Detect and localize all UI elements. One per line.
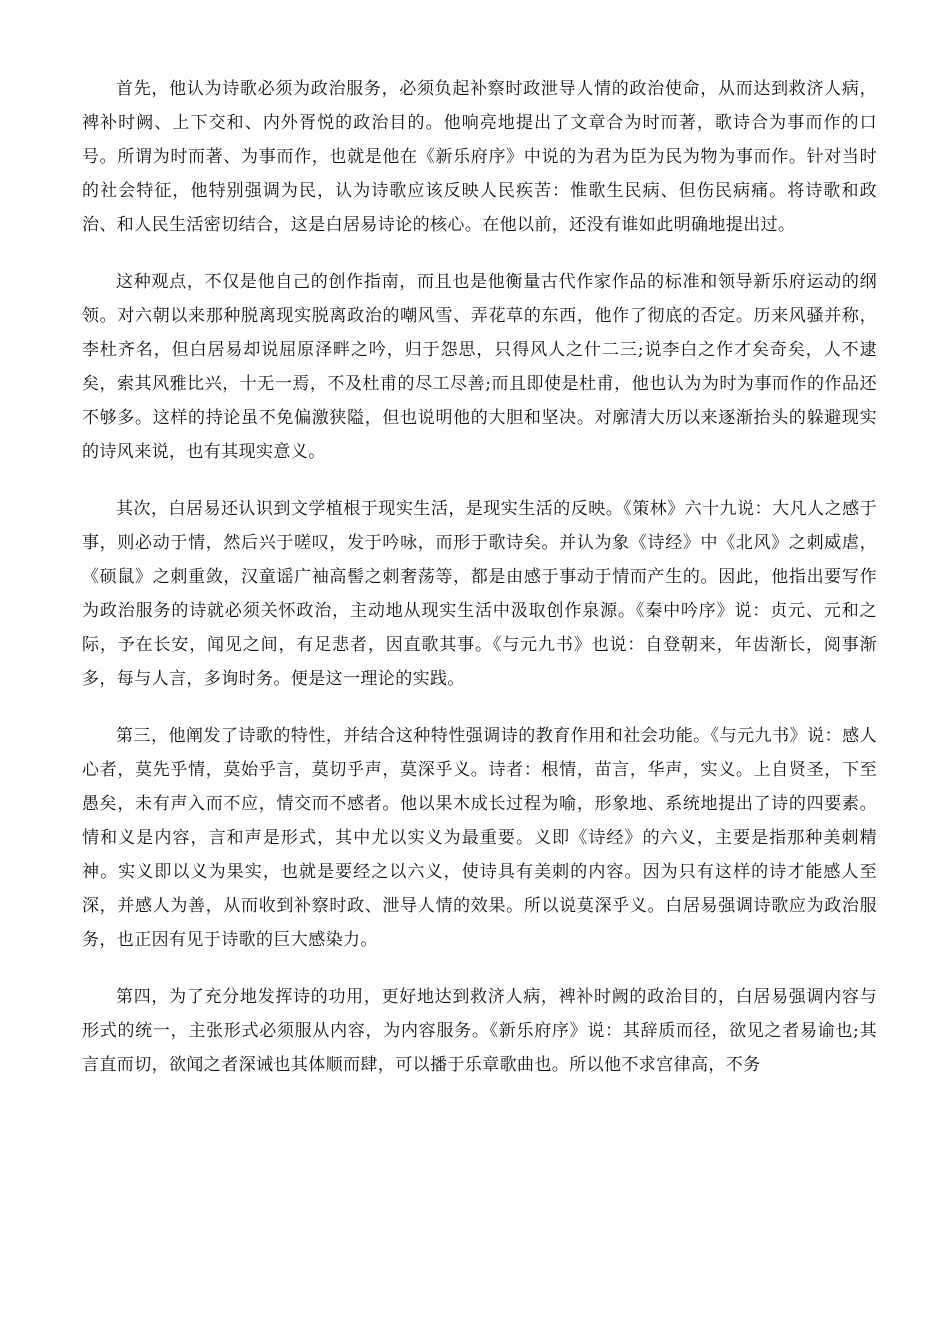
paragraph-reality: 其次，白居易还认识到文学植根于现实生活，是现实生活的反映。《策林》六十九说：大凡人之感于事，则必动于情，然后兴于嗟叹，发于吟咏，而形于歌诗矣。并认为象《诗经》中《北风》之刺威虐，《硕鼠》之刺重敛，汉童谣广袖高髻之刺奢荡等，都是由感于事动于情而产生的。因此，他指出要写作为政治服务的诗就必须关怀政治，主动地从现实生活中汲取创作泉源。《秦中吟序》说：贞元、元和之际，予在长安，闻见之间，有足悲者，因直歌其事。《与元九书》也说：自登朝来，年齿渐长，阅事渐多，每与人言，多询时务。便是这一理论的实践。 [82,499,877,689]
paragraph-criticism: 这种观点，不仅是他自己的创作指南，而且也是他衡量古代作家作品的标准和领导新乐府运动的纲领。对六朝以来那种脱离现实脱离政治的嘲风雪、弄花草的东西，他作了彻底的否定。历来风骚并称，李杜齐名，但白居易却说屈原泽畔之吟，归于怨思，只得风人之什二三;说李白之作才矣奇矣，人不逮矣，索其风雅比兴，十无一焉，不及杜甫的尽工尽善;而且即使是杜甫，他也认为为时为事而作的作品还不够多。这样的持论虽不免偏激狭隘，但也说明他的大胆和坚决。对廓清大历以来逐渐抬头的躲避现实的诗风来说，也有其现实意义。 [82,272,877,462]
paragraph-poetic-nature: 第三，他阐发了诗歌的特性，并结合这种特性强调诗的教育作用和社会功能。《与元九书》说：感人心者，莫先乎情，莫始乎言，莫切乎声，莫深乎义。诗者：根情，苗言，华声，实义。上自贤圣，下至愚矣，未有声入而不应，情交而不感者。他以果木成长过程为喻，形象地、系统地提出了诗的四要素。情和义是内容，言和声是形式，其中尤以实义为最重要。义即《诗经》的六义，主要是指那种美刺精神。实义即以义为果实，也就是要经之以六义，使诗具有美刺的内容。因为只有这样的诗才能感人至深，并感人为善，从而收到补察时政、泄导人情的效果。所以说莫深乎义。白居易强调诗歌应为政治服务，也正因有见于诗歌的巨大感染力。 [82,726,877,950]
paragraph-content-form: 第四，为了充分地发挥诗的功用，更好地达到救济人病，裨补时阙的政治目的，白居易强调内容与形式的统一，主张形式必须服从内容，为内容服务。《新乐府序》说：其辞质而径，欲见之者易谕也;其言直而切，欲闻之者深诫也其体顺而肆，可以播于乐章歌曲也。所以他不求宫律高，不务 [82,987,877,1075]
paragraph-politics: 首先，他认为诗歌必须为政治服务，必须负起补察时政泄导人情的政治使命，从而达到救济人病，裨补时阙、上下交和、内外胥悦的政治目的。他响亮地提出了文章合为时而著，歌诗合为事而作的口号。所谓为时而著、为事而作，也就是他在《新乐府序》中说的为君为臣为民为物为事而作。针对当时的社会特征，他特别强调为民，认为诗歌应该反映人民疾苦：惟歌生民病、但伤民病痛。将诗歌和政治、和人民生活密切结合，这是白居易诗论的核心。在他以前，还没有谁如此明确地提出过。 [82,79,877,235]
